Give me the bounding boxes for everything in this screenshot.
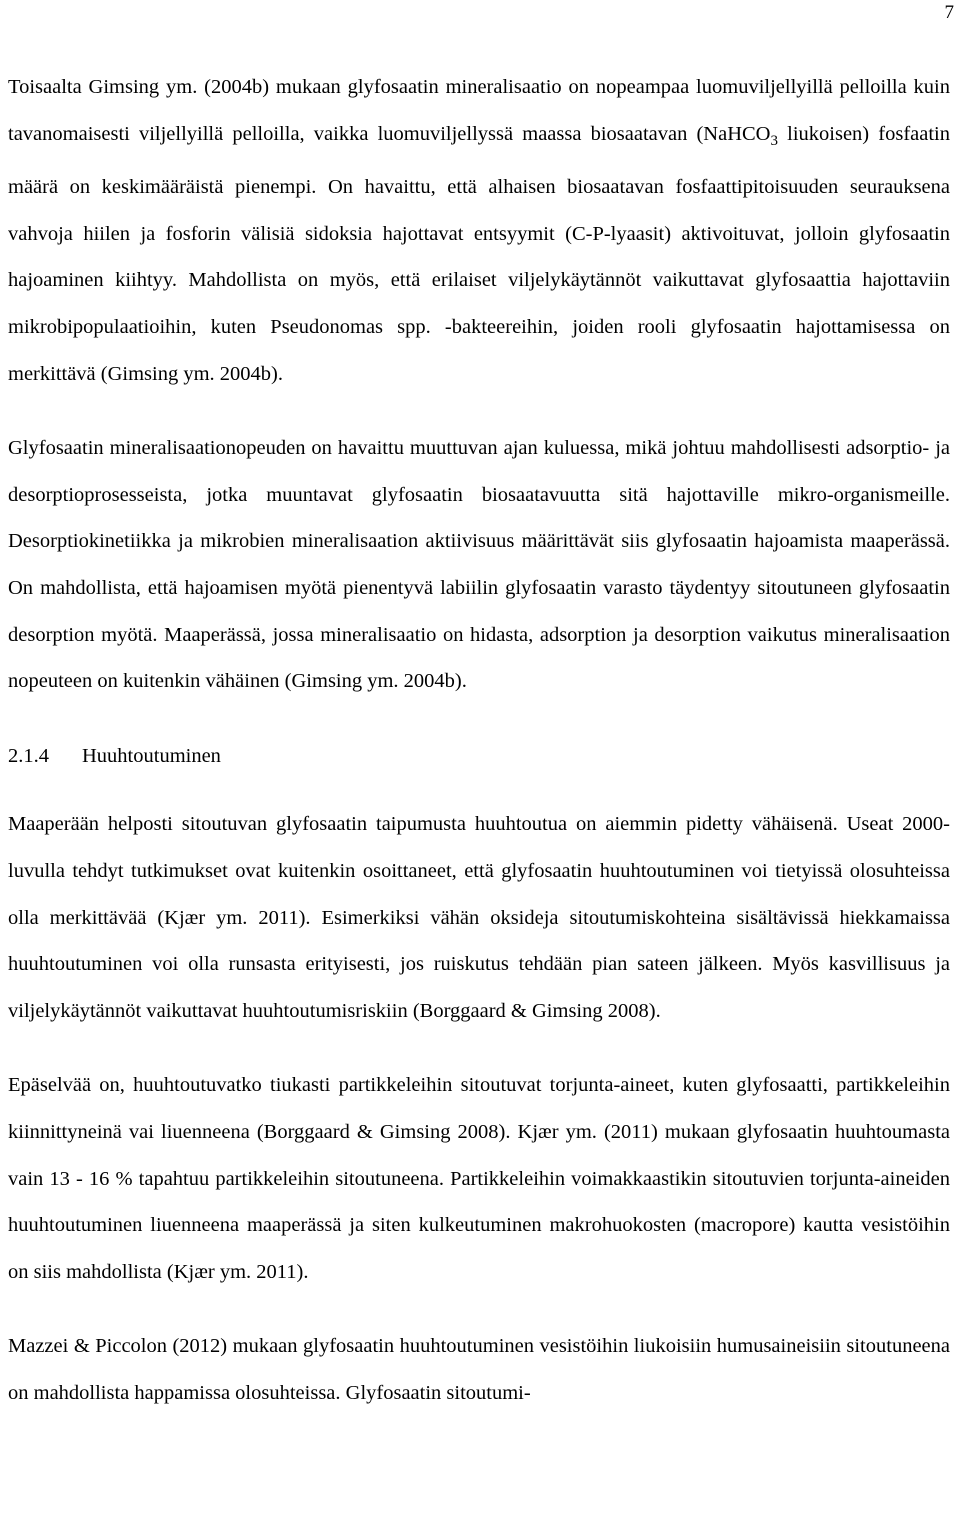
paragraph-leaching-humus: Mazzei & Piccolon (2012) mukaan glyfosaatin huuhtoutuminen vesistöihin liukoisiin humusaineisiin sitoutuneena on mahdollista happamissa olosuhteissa. Glyfosaatin sitoutumi- xyxy=(8,1335,950,1404)
paragraph-text: Toisaalta Gimsing ym. (2004b) mukaan glyfosaatin mineralisaatio on nopeampaa luomuviljellyillä pelloilla kuin tavanomaisesti viljellyillä pelloilla, vaikka luomuviljellyssä maassa biosaatavan (NaHCO xyxy=(8,76,950,145)
paragraph-leaching-intro: Maaperään helposti sitoutuvan glyfosaatin taipumusta huuhtoutua on aiemmin pidetty vähäisenä. Useat 2000-luvulla tehdyt tutkimukset ovat kuitenkin osoittaneet, että glyfosaatin huuhtoutuminen voi tietyissä olosuhteissa olla merkittävää (Kjær ym. 2011). Esimerkiksi vähän oksideja sitoutumiskohteina sisältävissä hiekkamaissa huuhtoutuminen voi olla runsasta erityisesti, jos ruiskutus tehdään pian sateen jälkeen. Myös kasvillisuus ja viljelykäytännöt vaikuttavat huuhtoutumisriskiin (Borggaard & Gimsing 2008). xyxy=(8,813,950,1022)
section-title: Huuhtoutuminen xyxy=(82,744,221,767)
section-number: 2.1.4 xyxy=(8,744,49,767)
document-body xyxy=(8,64,950,1417)
subscript: 3 xyxy=(770,132,778,149)
paragraph-text: liukoisen) fosfaatin määrä on keskimääräistä pienempi. On havaittu, että alhaisen biosaatavan fosfaattipitoisuuden seurauksena vahvoja hiilen ja fosforin välisiä sidoksia hajottavat entsyymit (C-P-lyaasit) aktivoituvat, jolloin glyfosaatin hajoaminen kiihtyy. Mahdollista on myös, että erilaiset viljelykäytännöt vaikuttavat glyfosaattia hajottaviin mikrobipopulaatioihin, kuten Pseudonomas spp. -bakteereihin, joiden rooli glyfosaatin hajottamisessa on merkittävä (Gimsing ym. 2004b). xyxy=(8,122,950,385)
section-heading xyxy=(8,733,950,780)
paragraph-leaching-particles: Epäselvää on, huuhtoutuvatko tiukasti partikkeleihin sitoutuvat torjunta-aineet, kuten glyfosaatti, partikkeleihin kiinnittyneinä vai liuenneena (Borggaard & Gimsing 2008). Kjær ym. (2011) mukaan glyfosaatin huuhtoumasta vain 13 - 16 % tapahtuu partikkeleihin sitoutuneena. Partikkeleihin voimakkaastikin sitoutuvien torjunta-aineiden huuhtoutuminen liuenneena maaperässä ja siten kulkeutuminen makrohuokosten (macropore) kautta vesistöihin on siis mahdollista (Kjær ym. 2011). xyxy=(8,1074,950,1283)
page-number: 7 xyxy=(944,2,954,23)
paragraph-mineralisation-rate: Glyfosaatin mineralisaationopeuden on havaittu muuttuvan ajan kuluessa, mikä johtuu mahdollisesti adsorptio- ja desorptioprosesseista, jotka muuntavat glyfosaatin biosaatavuutta sitä hajottaville mikro-organismeille. Desorptiokinetiikka ja mikrobien mineralisaation aktiivisuus määrittävät siis glyfosaatin hajoamista maaperässä. On mahdollista, että hajoamisen myötä pienentyvä labiilin glyfosaatin varasto täydentyy sitoutuneen glyfosaatin desorption myötä. Maaperässä, jossa mineralisaatio on hidasta, adsorption ja desorption vaikutus mineralisaation nopeuteen on kuitenkin vähäinen (Gimsing ym. 2004b). xyxy=(8,437,950,693)
paragraph-mineralisation-organic xyxy=(8,64,950,397)
